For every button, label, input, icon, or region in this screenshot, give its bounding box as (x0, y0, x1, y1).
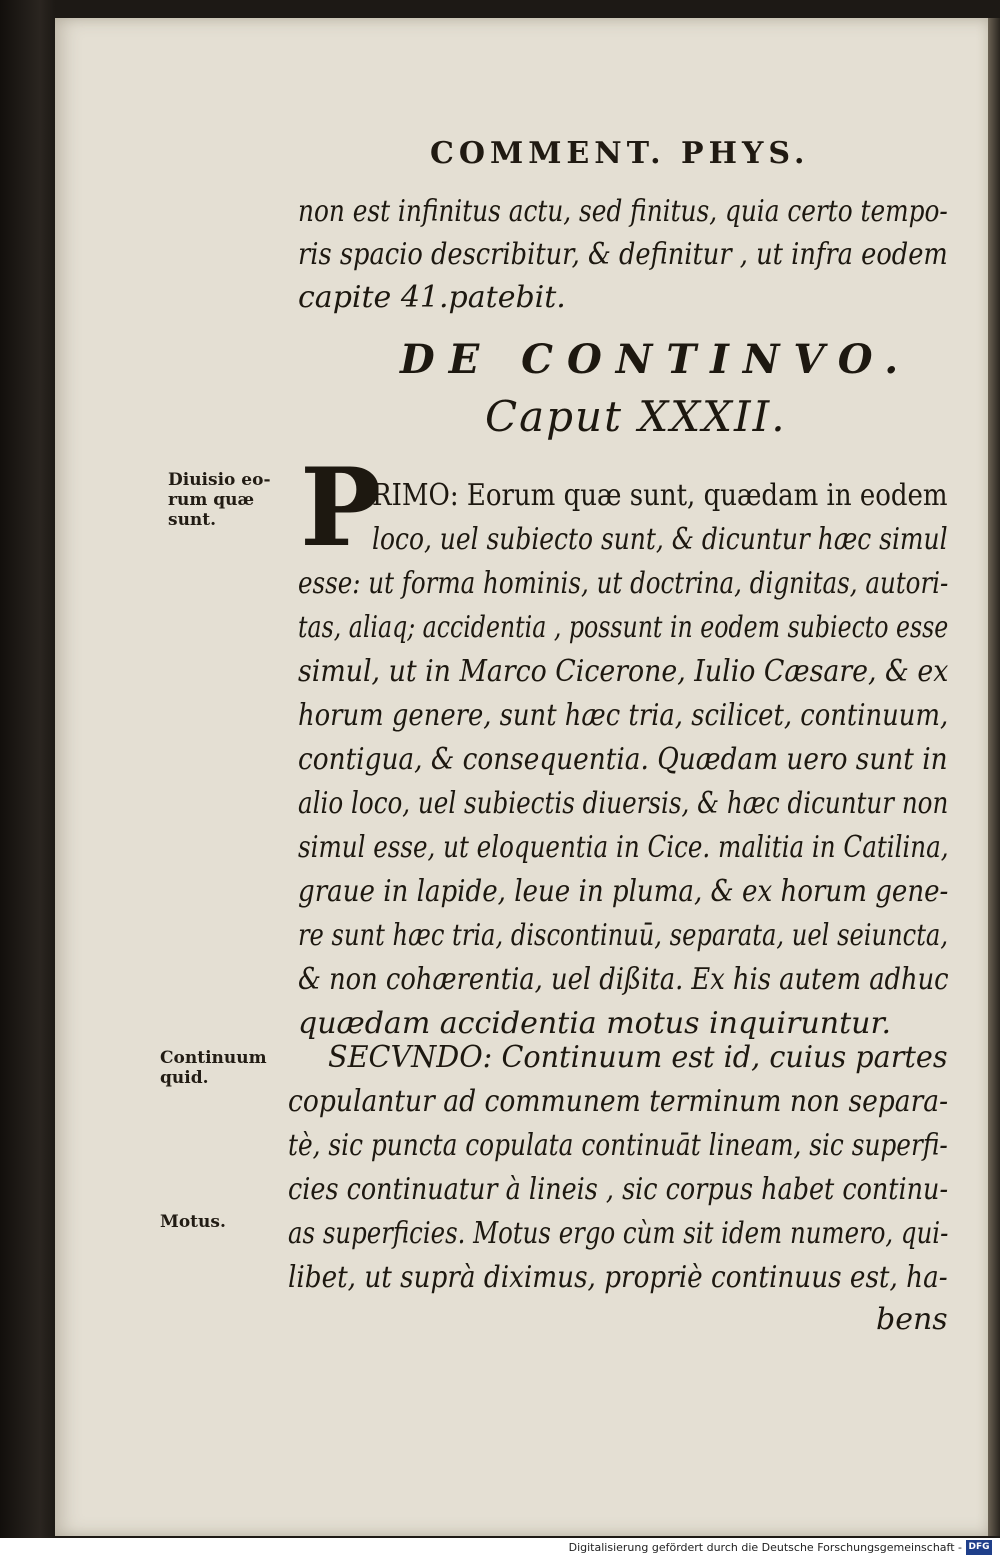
margin-note-line: Motus. (160, 1212, 226, 1232)
text-line: simul esse, ut eloquentia in Cice. malitia in Catilina, (298, 830, 949, 865)
text-line: tè, sic puncta copulata continuāt lineam, sic superfi- (288, 1128, 948, 1163)
text-line: & non cohærentia, uel dißita. Ex his autem adhuc (298, 962, 949, 997)
text-line: RIMO: Eorum quæ sunt, quædam in eodem (372, 478, 948, 513)
dfg-logo: DFG (966, 1540, 992, 1555)
text-line: esse: ut forma hominis, ut doctrina, dignitas, autori- (298, 566, 949, 601)
text-line: re sunt hæc tria, discontinuū, separata, uel seiuncta, (298, 918, 949, 953)
text-line: ris spacio describitur, & definitur , ut infra eodem (298, 237, 948, 272)
text-line: loco, uel subiecto sunt, & dicuntur hæc simul (372, 522, 948, 557)
margin-note-line: rum quæ (168, 490, 255, 510)
margin-note-continuum (160, 1048, 267, 1088)
running-head: COMMENT. PHYS. (430, 136, 810, 171)
text-line: libet, ut suprà diximus, propriè continuus est, ha- (288, 1260, 948, 1295)
text-line: simul, ut in Marco Cicerone, Iulio Cæsare, & ex (298, 654, 949, 689)
text-line: cies continuatur à lineis , sic corpus habet continu- (288, 1172, 949, 1207)
text-line: tas, aliaq; accidentia , possunt in eodem subiecto esse (298, 610, 949, 645)
text-line: as superficies. Motus ergo cùm sit idem numero, qui- (288, 1216, 949, 1251)
margin-note-line: quid. (160, 1068, 209, 1088)
page-edge (988, 18, 1000, 1536)
margin-note-divisio (168, 470, 271, 530)
text-line: quædam accidentia motus inquiruntur. (298, 1006, 892, 1041)
text-line: graue in lapide, leue in pluma, & ex horum gene- (298, 874, 949, 909)
text-line: horum genere, sunt hæc tria, scilicet, continuum, (298, 698, 949, 733)
text-line: copulantur ad communem terminum non separa- (288, 1084, 949, 1119)
chapter-number: Caput XXXII. (485, 392, 787, 441)
chapter-title: DE CONTINVO. (400, 336, 913, 383)
margin-note-line: sunt. (168, 510, 217, 530)
text-line: capite 41.patebit. (298, 280, 566, 315)
catchword: bens (876, 1302, 948, 1337)
margin-note-line: Continuum (160, 1048, 267, 1068)
text-line: contigua, & consequentia. Quædam uero sunt in (298, 742, 948, 777)
digitization-credit: Digitalisierung gefördert durch die Deutsche Forschungsgemeinschaft - (568, 1541, 962, 1554)
margin-note-line: Diuisio eo- (168, 470, 271, 490)
text-line: SECVNDO: Continuum est id, cuius partes (328, 1040, 948, 1075)
text-line: alio loco, uel subiectis diuersis, & hæc dicuntur non (298, 786, 949, 821)
margin-note-motus (160, 1212, 226, 1232)
text-line: non est infinitus actu, sed finitus, quia certo tempo- (298, 194, 948, 229)
drop-cap: P (300, 445, 382, 571)
